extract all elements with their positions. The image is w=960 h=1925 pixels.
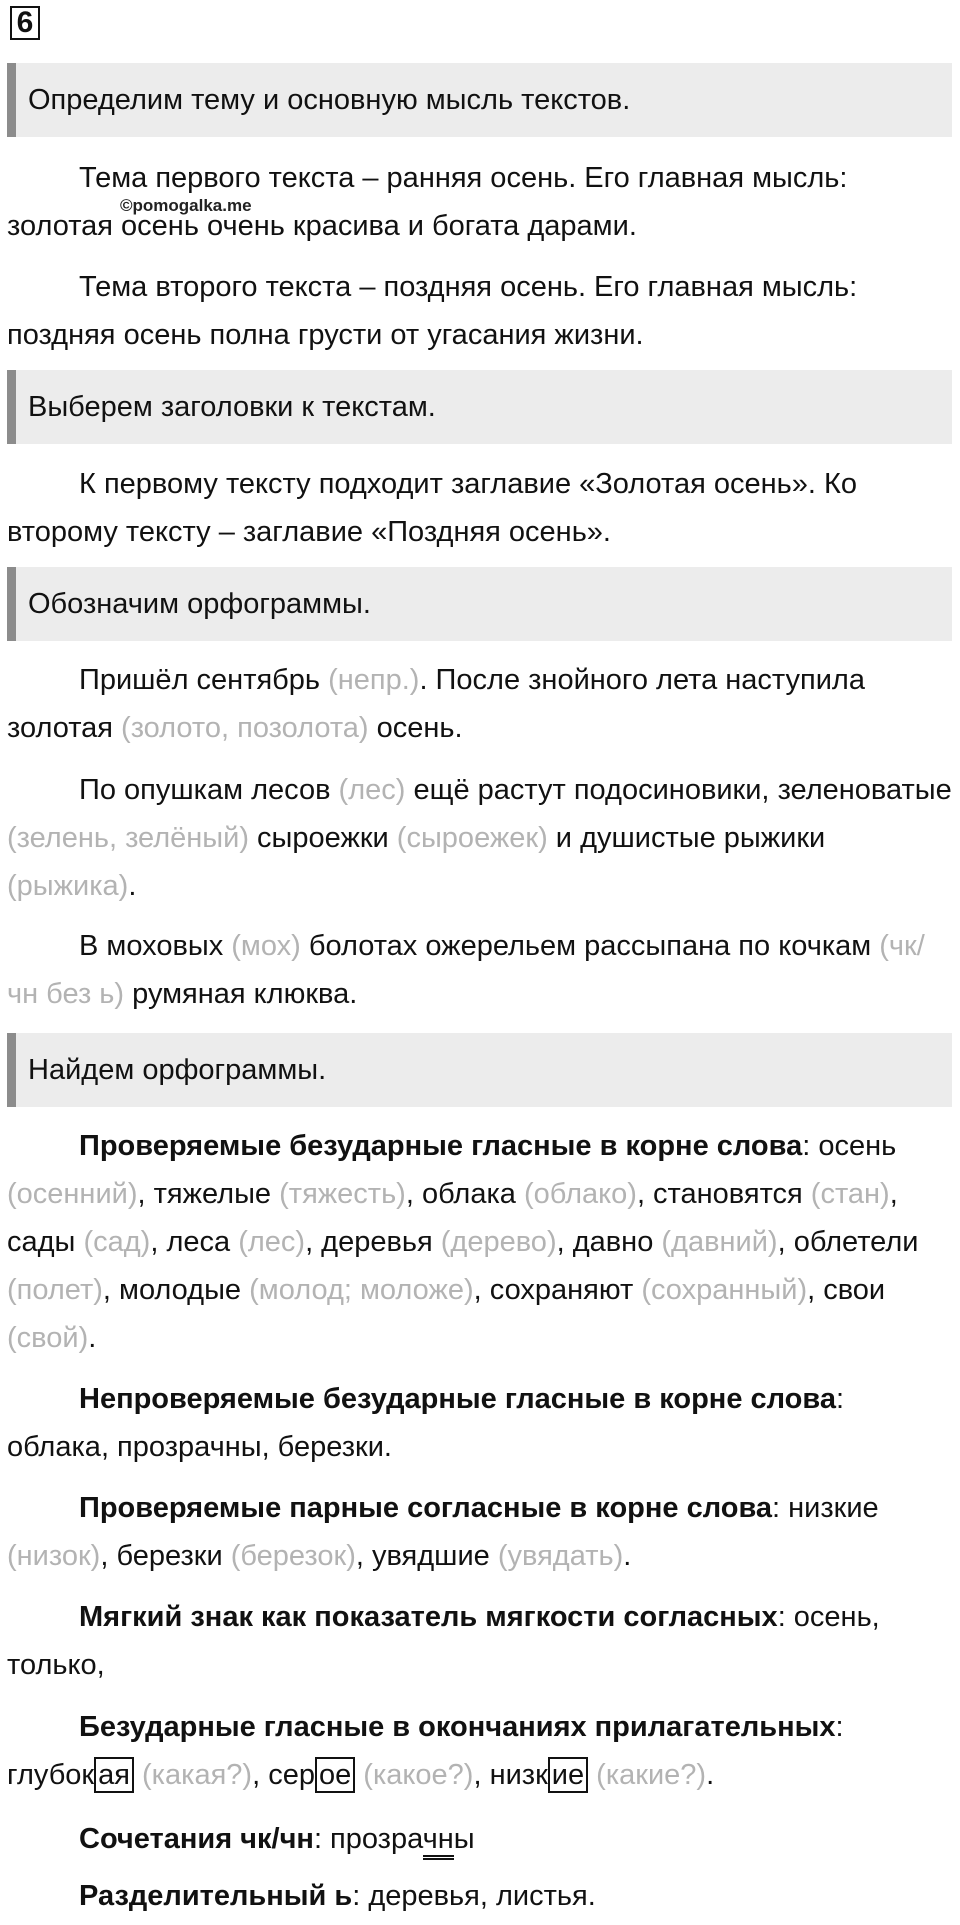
text: , облетели <box>777 1226 919 1258</box>
hint: (какая?) <box>133 1759 253 1791</box>
text: , леса <box>150 1226 239 1258</box>
hint: (мох) <box>223 930 301 962</box>
text: осень. <box>368 712 463 744</box>
word: золотая <box>7 712 113 744</box>
text: . <box>128 870 137 902</box>
hint: (березок) <box>230 1540 356 1572</box>
text: : деревья, листья. <box>352 1880 596 1912</box>
text <box>249 822 257 854</box>
text: , увядшие <box>355 1540 498 1572</box>
word: зеленоватые <box>777 774 952 806</box>
text: . <box>88 1322 97 1354</box>
section-header-theme: Определим тему и основную мысль текстов. <box>7 63 952 137</box>
text: : облака, прозрачны, березки. <box>7 1383 845 1463</box>
text: . <box>623 1540 632 1572</box>
find-group-2 <box>7 1375 952 1471</box>
watermark: ©pomogalka.me <box>120 196 252 215</box>
hint: (сыроежек) <box>388 822 548 854</box>
paragraph-titles: К первому тексту подходит заглавие «Золотая осень». Ко второму тексту – заглавие «Поздняя осень». <box>7 468 858 548</box>
paragraph-theme-2: Тема второго текста – поздняя осень. Его главная мысль: поздняя осень полна грусти от угасания жизни. <box>7 271 858 351</box>
text: болотах <box>300 930 426 962</box>
group-title: Проверяемые безударные гласные в корне слова <box>79 1130 803 1162</box>
text: : осень <box>802 1130 897 1162</box>
paragraph-theme-1: Тема первого текста – ранняя осень. Его главная мысль: золотая осень очень красива и богата дарами. <box>7 162 848 242</box>
ortho-paragraph-1 <box>7 656 952 752</box>
ortho-paragraph-2 <box>7 766 952 910</box>
word: душистые <box>580 822 716 854</box>
text: По опушкам <box>79 774 252 806</box>
word: сентябрь <box>196 664 321 696</box>
text: , низк <box>473 1759 548 1791</box>
find-group-4 <box>7 1593 952 1689</box>
text: , сохраняют <box>473 1274 642 1306</box>
text: румяная клюква. <box>124 978 358 1010</box>
text: В <box>79 930 107 962</box>
hint: (сохранный) <box>641 1274 808 1306</box>
text: ы <box>453 1823 475 1855</box>
word: сыроежки <box>257 822 389 854</box>
hint: (увядать) <box>497 1540 624 1572</box>
find-group-1 <box>7 1122 952 1362</box>
text: Пришёл <box>79 664 197 696</box>
find-group-3 <box>7 1484 952 1580</box>
hint: (свой) <box>7 1322 89 1354</box>
group-title: Разделительный ь <box>79 1880 353 1912</box>
text: , облака <box>405 1178 524 1210</box>
text: , свои <box>807 1274 886 1306</box>
hint: (сад) <box>83 1226 151 1258</box>
hint: (облако) <box>523 1178 637 1210</box>
text: . <box>706 1759 715 1791</box>
text <box>716 822 724 854</box>
hint: (дерево) <box>440 1226 557 1258</box>
group-title: Мягкий знак как показатель мягкости согласных <box>79 1601 778 1633</box>
text: рассыпана по <box>576 930 779 962</box>
find-group-6 <box>7 1815 952 1863</box>
find-group-7 <box>7 1872 952 1920</box>
hint: (чк/чн без ь) <box>7 930 925 1010</box>
text: : прозра <box>313 1823 423 1855</box>
hint: (непр.) <box>320 664 420 696</box>
hint: (низок) <box>7 1540 101 1572</box>
group-title: Сочетания чк/чн <box>79 1823 314 1855</box>
text: , становятся <box>636 1178 811 1210</box>
section-header-titles: Выберем заголовки к текстам. <box>7 370 952 444</box>
ortho-paragraph-3 <box>7 922 952 1018</box>
text: , деревья <box>305 1226 441 1258</box>
text: , сады <box>7 1178 898 1258</box>
hint: (молод; моложе) <box>249 1274 474 1306</box>
hint: (золото, позолота) <box>113 712 369 744</box>
hint: (осенний) <box>7 1178 138 1210</box>
section-header-find: Найдем орфограммы. <box>7 1033 952 1107</box>
ending: ие <box>548 1757 588 1793</box>
word: рыжики <box>723 822 826 854</box>
hint: (какие?) <box>588 1759 707 1791</box>
word: кочкам <box>778 930 872 962</box>
text: , тяжелые <box>137 1178 280 1210</box>
text: , березки <box>100 1540 231 1572</box>
letter-combination: чн <box>423 1823 454 1860</box>
text: : глубок <box>7 1711 844 1791</box>
hint: (давний) <box>661 1226 778 1258</box>
task-number: 6 <box>10 6 40 40</box>
hint: (тяжесть) <box>279 1178 406 1210</box>
hint: (стан) <box>810 1178 890 1210</box>
group-title: Непроверяемые безударные гласные в корне слова <box>79 1383 836 1415</box>
ending: ая <box>94 1757 134 1793</box>
section-header-mark: Обозначим орфограммы. <box>7 567 952 641</box>
word: ожерельем <box>425 930 577 962</box>
hint: (лес) <box>238 1226 306 1258</box>
hint: (лес) <box>330 774 406 806</box>
word: моховых <box>106 930 224 962</box>
hint: (полет) <box>7 1274 103 1306</box>
hint: (какое?) <box>355 1759 474 1791</box>
text: ещё растут подосиновики, <box>405 774 778 806</box>
text: . После знойного лета наступила <box>419 664 865 696</box>
hint: (рыжика) <box>7 870 129 902</box>
group-title: Проверяемые парные согласные в корне слова <box>79 1492 773 1524</box>
text: , молодые <box>102 1274 250 1306</box>
hint: (зелень, зелёный) <box>7 822 249 854</box>
text: : осень, только, <box>7 1601 880 1681</box>
text: : низкие <box>772 1492 879 1524</box>
text: , давно <box>556 1226 662 1258</box>
find-group-5 <box>7 1703 952 1799</box>
ending: ое <box>315 1757 355 1793</box>
text: и <box>547 822 581 854</box>
group-title: Безударные гласные в окончаниях прилагательных <box>79 1711 836 1743</box>
word: лесов <box>251 774 331 806</box>
text: , сер <box>252 1759 315 1791</box>
